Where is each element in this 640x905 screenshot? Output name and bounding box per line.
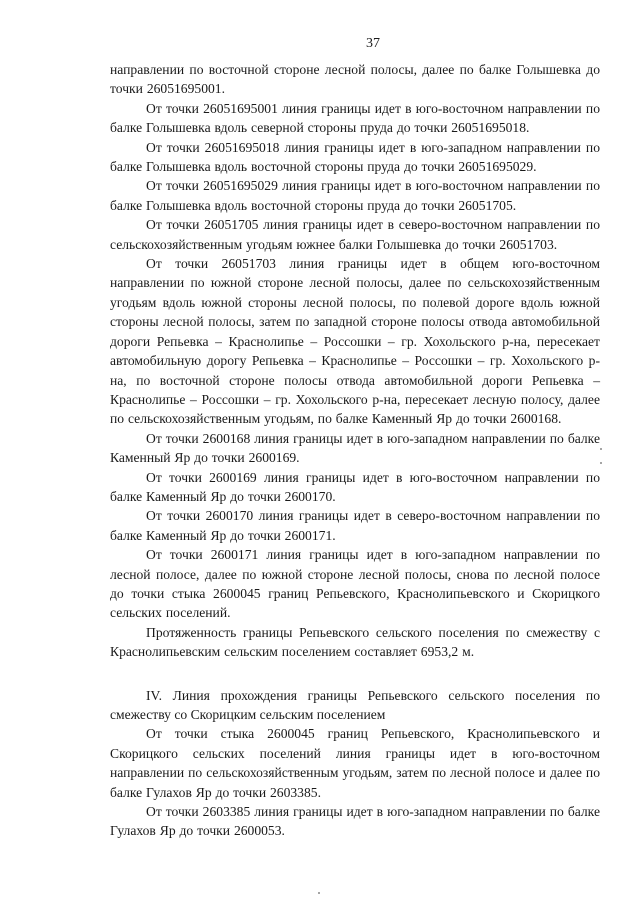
paragraph: От точки 26051695029 линия границы идет в юго-восточном направлении по балке Голышевка вдоль восточной стороны пруда до точки 26051705. bbox=[110, 178, 600, 213]
paragraph: От точки 26051695018 линия границы идет в юго-западном направлении по балке Голышевка вдоль восточной стороны пруда до точки 26051695029. bbox=[110, 139, 600, 175]
paragraph: От точки 26051695001 линия границы идет в юго-восточном направлении по балке Голышевка вдоль северной стороны пруда до точки 26051695018. bbox=[110, 100, 600, 136]
section-heading: IV. Линия прохождения границы Репьевского сельского поселения по смежеству со Скорицким сельским поселением bbox=[110, 687, 600, 722]
page-number: 37 bbox=[366, 36, 380, 51]
scan-speck bbox=[318, 892, 320, 894]
paragraph-continuation: направлении по восточной стороне лесной полосы, далее по балке Голышевка до точки 26051695001. bbox=[110, 62, 600, 97]
scan-speck bbox=[600, 448, 602, 450]
scan-speck bbox=[600, 462, 602, 464]
paragraph: От точки 2600169 линия границы идет в юго-восточном направлении по балке Каменный Яр до точки 2600170. bbox=[110, 469, 600, 504]
paragraph: От точки стыка 2600045 границ Репьевского, Краснолипьевского и Скорицкого сельских поселений линия границы идет в юго-восточном направлении по сельскохозяйственным угодьям, затем по лесной полосе и далее по балке Гулахов Яр до точки 2603385. bbox=[110, 726, 600, 800]
paragraph: От точки 26051703 линия границы идет в общем юго-восточном направлении по южной стороне лесной полосы, далее по сельскохозяйственным угодьям вдоль южной стороны лесной полосы, по полевой дороге вдоль южной стороны лесной полосы, затем по западной стороне полосы отвода автомобильной дороги Репьевка – Краснолипье – Россошки – гр. Хохольского р-на, пересекает автомобильную дорогу Репьевка – Краснолипье – Россошки – гр. Хохольского р-на, по восточной стороне полосы отвода автомобильной дороги Репьевка – Краснолипье – Россошки – гр. Хохольского р-на, пересекает лесную полосу, далее по сельскохозяйственным угодьям, по балке Каменный Яр до точки 2600168. bbox=[110, 256, 600, 427]
paragraph-summary: Протяженность границы Репьевского сельского поселения по смежеству с Краснолипьевским сельским поселением составляет 6953,2 м. bbox=[110, 624, 600, 660]
paragraph: От точки 2603385 линия границы идет в юго-западном направлении по балке Гулахов Яр до точки 2600053. bbox=[110, 804, 600, 839]
paragraph: От точки 2600171 линия границы идет в юго-западном направлении по лесной полосе, далее по южной стороне лесной полосы, снова по лесной полосе до точки стыка 2600045 границ Репьевского, Краснолипьевского и Скорицкого сельских поселений. bbox=[110, 547, 600, 621]
paragraph: От точки 2600168 линия границы идет в юго-западном направлении по балке Каменный Яр до точки 2600169. bbox=[110, 430, 600, 466]
paragraph: От точки 26051705 линия границы идет в северо-восточном направлении по сельскохозяйственным угодьям южнее балки Голышевка до точки 26051703. bbox=[110, 217, 600, 252]
paragraph: От точки 2600170 линия границы идет в северо-восточном направлении по балке Каменный Яр до точки 2600171. bbox=[110, 508, 600, 543]
